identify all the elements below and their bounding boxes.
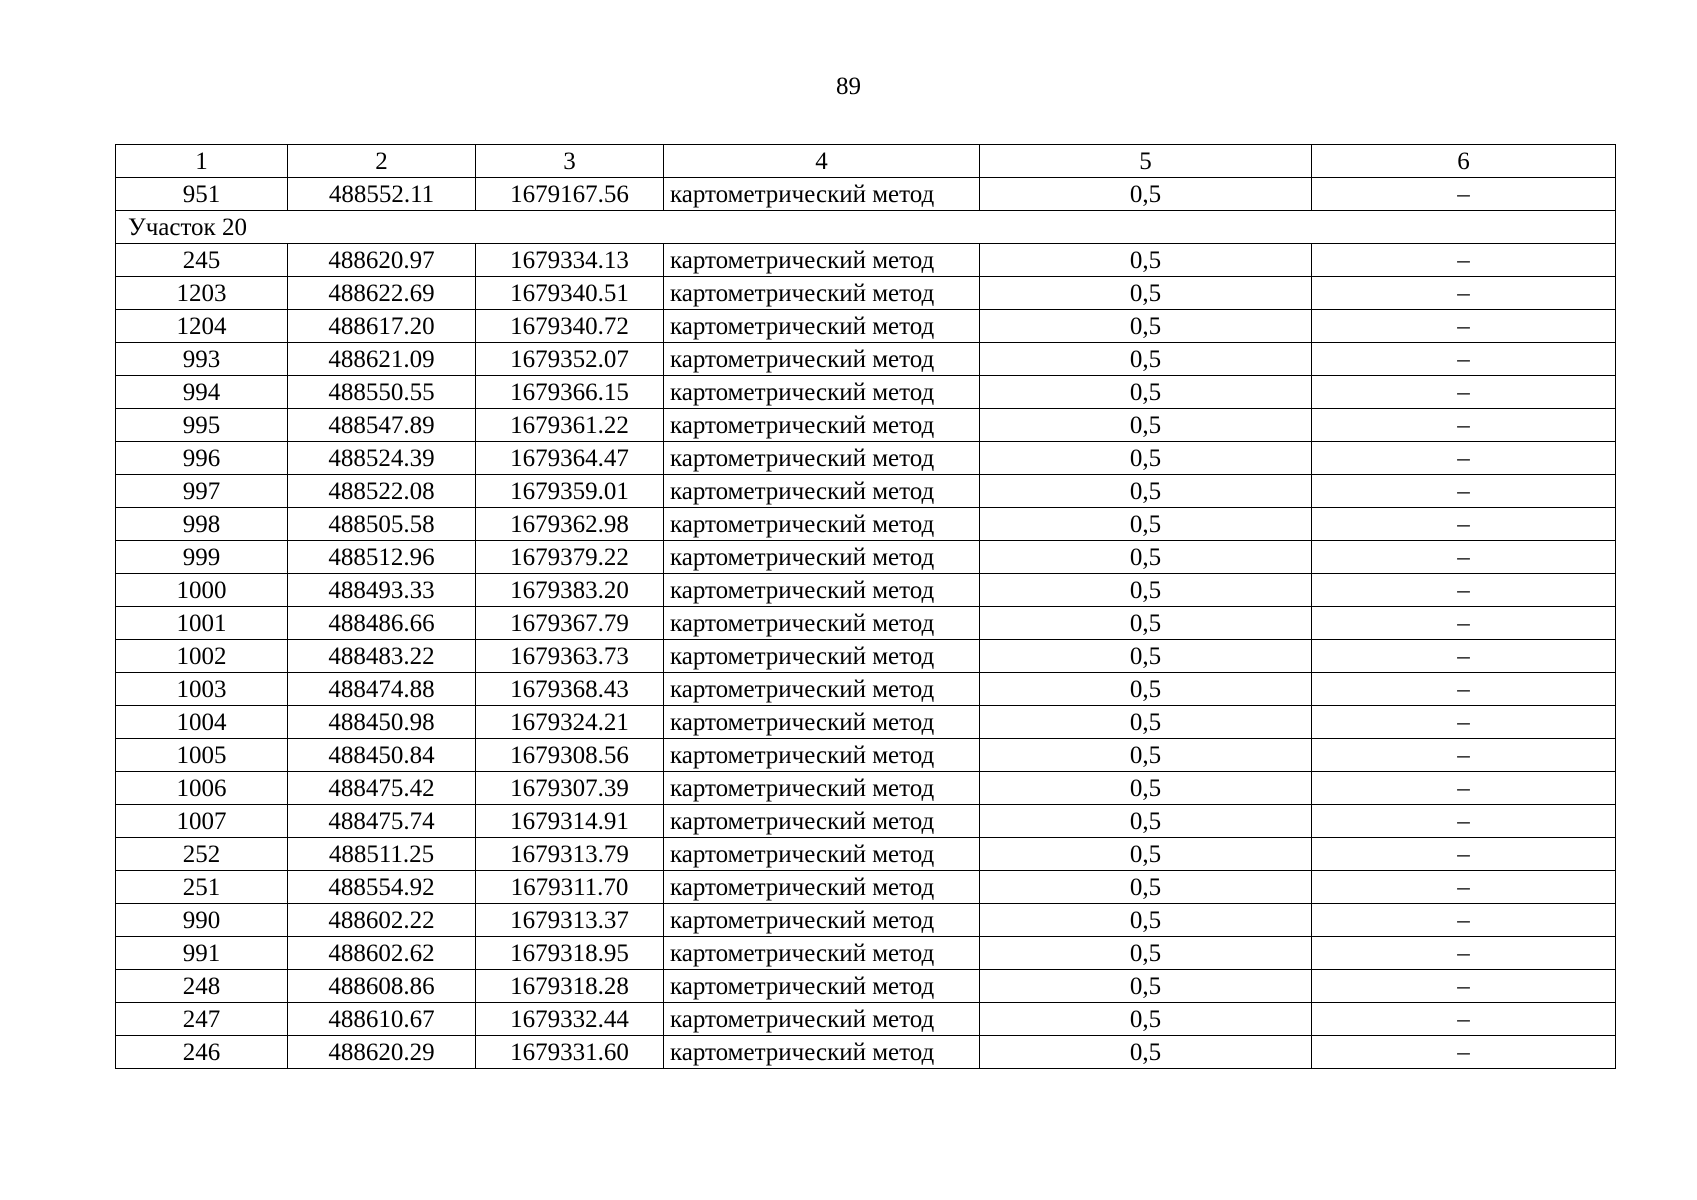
table-row — [116, 607, 1616, 640]
accuracy-cell: 0,5 — [980, 970, 1312, 1003]
accuracy-cell: 0,5 — [980, 805, 1312, 838]
point-number-cell: 1002 — [116, 640, 288, 673]
y-coordinate-cell: 1679362.98 — [476, 508, 664, 541]
accuracy-cell: 0,5 — [980, 343, 1312, 376]
y-coordinate-cell: 1679167.56 — [476, 178, 664, 211]
table-row — [116, 1036, 1616, 1069]
accuracy-cell: 0,5 — [980, 871, 1312, 904]
note-cell: – — [1312, 871, 1616, 904]
note-cell: – — [1312, 640, 1616, 673]
method-cell: картометрический метод — [664, 673, 980, 706]
point-number-cell: 1007 — [116, 805, 288, 838]
y-coordinate-cell: 1679324.21 — [476, 706, 664, 739]
x-coordinate-cell: 488450.84 — [288, 739, 476, 772]
x-coordinate-cell: 488608.86 — [288, 970, 476, 1003]
table-row — [116, 970, 1616, 1003]
method-cell: картометрический метод — [664, 937, 980, 970]
accuracy-cell: 0,5 — [980, 1036, 1312, 1069]
accuracy-cell: 0,5 — [980, 508, 1312, 541]
y-coordinate-cell: 1679379.22 — [476, 541, 664, 574]
point-number-cell: 995 — [116, 409, 288, 442]
note-cell: – — [1312, 937, 1616, 970]
table-row — [116, 574, 1616, 607]
note-cell: – — [1312, 1036, 1616, 1069]
accuracy-cell: 0,5 — [980, 607, 1312, 640]
point-number-cell: 247 — [116, 1003, 288, 1036]
table-row — [116, 838, 1616, 871]
accuracy-cell: 0,5 — [980, 244, 1312, 277]
point-number-cell: 999 — [116, 541, 288, 574]
point-number-cell: 998 — [116, 508, 288, 541]
y-coordinate-cell: 1679311.70 — [476, 871, 664, 904]
table-row — [116, 343, 1616, 376]
x-coordinate-cell: 488621.09 — [288, 343, 476, 376]
point-number-cell: 1003 — [116, 673, 288, 706]
method-cell: картометрический метод — [664, 574, 980, 607]
point-number-cell: 248 — [116, 970, 288, 1003]
accuracy-cell: 0,5 — [980, 838, 1312, 871]
table-row — [116, 904, 1616, 937]
method-cell: картометрический метод — [664, 772, 980, 805]
accuracy-cell: 0,5 — [980, 706, 1312, 739]
table-row — [116, 310, 1616, 343]
accuracy-cell: 0,5 — [980, 409, 1312, 442]
method-cell: картометрический метод — [664, 475, 980, 508]
y-coordinate-cell: 1679318.95 — [476, 937, 664, 970]
accuracy-cell: 0,5 — [980, 739, 1312, 772]
method-cell: картометрический метод — [664, 805, 980, 838]
accuracy-cell: 0,5 — [980, 574, 1312, 607]
y-coordinate-cell: 1679383.20 — [476, 574, 664, 607]
y-coordinate-cell: 1679364.47 — [476, 442, 664, 475]
x-coordinate-cell: 488505.58 — [288, 508, 476, 541]
x-coordinate-cell: 488610.67 — [288, 1003, 476, 1036]
column-number: 5 — [980, 145, 1312, 178]
accuracy-cell: 0,5 — [980, 1003, 1312, 1036]
method-cell: картометрический метод — [664, 739, 980, 772]
x-coordinate-cell: 488554.92 — [288, 871, 476, 904]
point-number-cell: 997 — [116, 475, 288, 508]
column-number: 2 — [288, 145, 476, 178]
point-number-cell: 1005 — [116, 739, 288, 772]
table-row — [116, 772, 1616, 805]
accuracy-cell: 0,5 — [980, 376, 1312, 409]
x-coordinate-cell: 488620.97 — [288, 244, 476, 277]
section-title: Участок 20 — [116, 211, 1616, 244]
y-coordinate-cell: 1679334.13 — [476, 244, 664, 277]
accuracy-cell: 0,5 — [980, 310, 1312, 343]
table-row — [116, 706, 1616, 739]
accuracy-cell: 0,5 — [980, 277, 1312, 310]
point-number-cell: 1001 — [116, 607, 288, 640]
table-row — [116, 376, 1616, 409]
note-cell: – — [1312, 475, 1616, 508]
y-coordinate-cell: 1679340.72 — [476, 310, 664, 343]
x-coordinate-cell: 488620.29 — [288, 1036, 476, 1069]
column-number: 6 — [1312, 145, 1616, 178]
note-cell: – — [1312, 970, 1616, 1003]
x-coordinate-cell: 488547.89 — [288, 409, 476, 442]
table-row — [116, 541, 1616, 574]
note-cell: – — [1312, 607, 1616, 640]
x-coordinate-cell: 488450.98 — [288, 706, 476, 739]
x-coordinate-cell: 488474.88 — [288, 673, 476, 706]
method-cell: картометрический метод — [664, 1036, 980, 1069]
method-cell: картометрический метод — [664, 376, 980, 409]
x-coordinate-cell: 488602.22 — [288, 904, 476, 937]
note-cell: – — [1312, 508, 1616, 541]
x-coordinate-cell: 488475.74 — [288, 805, 476, 838]
method-cell: картометрический метод — [664, 541, 980, 574]
y-coordinate-cell: 1679368.43 — [476, 673, 664, 706]
table-row — [116, 871, 1616, 904]
x-coordinate-cell: 488602.62 — [288, 937, 476, 970]
point-number-cell: 991 — [116, 937, 288, 970]
table-row — [116, 442, 1616, 475]
x-coordinate-cell: 488512.96 — [288, 541, 476, 574]
point-number-cell: 1000 — [116, 574, 288, 607]
note-cell: – — [1312, 343, 1616, 376]
y-coordinate-cell: 1679308.56 — [476, 739, 664, 772]
method-cell: картометрический метод — [664, 607, 980, 640]
note-cell: – — [1312, 838, 1616, 871]
column-number: 3 — [476, 145, 664, 178]
x-coordinate-cell: 488550.55 — [288, 376, 476, 409]
x-coordinate-cell: 488483.22 — [288, 640, 476, 673]
point-number-cell: 996 — [116, 442, 288, 475]
column-number-row — [116, 145, 1616, 178]
table-row — [116, 640, 1616, 673]
point-number-cell: 1204 — [116, 310, 288, 343]
y-coordinate-cell: 1679352.07 — [476, 343, 664, 376]
method-cell: картометрический метод — [664, 178, 980, 211]
y-coordinate-cell: 1679366.15 — [476, 376, 664, 409]
point-number-cell: 252 — [116, 838, 288, 871]
table-body — [116, 145, 1616, 1069]
method-cell: картометрический метод — [664, 508, 980, 541]
accuracy-cell: 0,5 — [980, 640, 1312, 673]
accuracy-cell: 0,5 — [980, 178, 1312, 211]
point-number-cell: 1006 — [116, 772, 288, 805]
note-cell: – — [1312, 541, 1616, 574]
note-cell: – — [1312, 178, 1616, 211]
point-number-cell: 951 — [116, 178, 288, 211]
x-coordinate-cell: 488617.20 — [288, 310, 476, 343]
note-cell: – — [1312, 409, 1616, 442]
section-row — [116, 211, 1616, 244]
x-coordinate-cell: 488522.08 — [288, 475, 476, 508]
table-row — [116, 739, 1616, 772]
method-cell: картометрический метод — [664, 904, 980, 937]
note-cell: – — [1312, 574, 1616, 607]
x-coordinate-cell: 488493.33 — [288, 574, 476, 607]
table-row — [116, 508, 1616, 541]
note-cell: – — [1312, 277, 1616, 310]
point-number-cell: 251 — [116, 871, 288, 904]
method-cell: картометрический метод — [664, 244, 980, 277]
column-number: 1 — [116, 145, 288, 178]
table-row — [116, 409, 1616, 442]
y-coordinate-cell: 1679359.01 — [476, 475, 664, 508]
table-row — [116, 244, 1616, 277]
note-cell: – — [1312, 772, 1616, 805]
accuracy-cell: 0,5 — [980, 475, 1312, 508]
accuracy-cell: 0,5 — [980, 541, 1312, 574]
accuracy-cell: 0,5 — [980, 772, 1312, 805]
method-cell: картометрический метод — [664, 343, 980, 376]
x-coordinate-cell: 488524.39 — [288, 442, 476, 475]
note-cell: – — [1312, 706, 1616, 739]
y-coordinate-cell: 1679361.22 — [476, 409, 664, 442]
method-cell: картометрический метод — [664, 838, 980, 871]
accuracy-cell: 0,5 — [980, 673, 1312, 706]
x-coordinate-cell: 488475.42 — [288, 772, 476, 805]
point-number-cell: 993 — [116, 343, 288, 376]
point-number-cell: 245 — [116, 244, 288, 277]
y-coordinate-cell: 1679332.44 — [476, 1003, 664, 1036]
table-row — [116, 475, 1616, 508]
point-number-cell: 990 — [116, 904, 288, 937]
table-row — [116, 1003, 1616, 1036]
method-cell: картометрический метод — [664, 970, 980, 1003]
point-number-cell: 1004 — [116, 706, 288, 739]
x-coordinate-cell: 488552.11 — [288, 178, 476, 211]
note-cell: – — [1312, 442, 1616, 475]
note-cell: – — [1312, 310, 1616, 343]
method-cell: картометрический метод — [664, 871, 980, 904]
table-row — [116, 178, 1616, 211]
note-cell: – — [1312, 805, 1616, 838]
y-coordinate-cell: 1679313.37 — [476, 904, 664, 937]
method-cell: картометрический метод — [664, 277, 980, 310]
table-row — [116, 805, 1616, 838]
accuracy-cell: 0,5 — [980, 904, 1312, 937]
method-cell: картометрический метод — [664, 310, 980, 343]
column-number: 4 — [664, 145, 980, 178]
page-number: 89 — [836, 73, 861, 100]
x-coordinate-cell: 488511.25 — [288, 838, 476, 871]
note-cell: – — [1312, 739, 1616, 772]
y-coordinate-cell: 1679314.91 — [476, 805, 664, 838]
note-cell: – — [1312, 1003, 1616, 1036]
method-cell: картометрический метод — [664, 640, 980, 673]
y-coordinate-cell: 1679307.39 — [476, 772, 664, 805]
y-coordinate-cell: 1679318.28 — [476, 970, 664, 1003]
table-row — [116, 673, 1616, 706]
point-number-cell: 246 — [116, 1036, 288, 1069]
method-cell: картометрический метод — [664, 442, 980, 475]
coordinates-table — [115, 144, 1616, 1069]
method-cell: картометрический метод — [664, 706, 980, 739]
note-cell: – — [1312, 376, 1616, 409]
note-cell: – — [1312, 904, 1616, 937]
point-number-cell: 994 — [116, 376, 288, 409]
accuracy-cell: 0,5 — [980, 937, 1312, 970]
table-row — [116, 277, 1616, 310]
y-coordinate-cell: 1679331.60 — [476, 1036, 664, 1069]
method-cell: картометрический метод — [664, 1003, 980, 1036]
table-row — [116, 937, 1616, 970]
note-cell: – — [1312, 244, 1616, 277]
point-number-cell: 1203 — [116, 277, 288, 310]
y-coordinate-cell: 1679363.73 — [476, 640, 664, 673]
accuracy-cell: 0,5 — [980, 442, 1312, 475]
y-coordinate-cell: 1679313.79 — [476, 838, 664, 871]
method-cell: картометрический метод — [664, 409, 980, 442]
note-cell: – — [1312, 673, 1616, 706]
y-coordinate-cell: 1679367.79 — [476, 607, 664, 640]
x-coordinate-cell: 488622.69 — [288, 277, 476, 310]
x-coordinate-cell: 488486.66 — [288, 607, 476, 640]
y-coordinate-cell: 1679340.51 — [476, 277, 664, 310]
